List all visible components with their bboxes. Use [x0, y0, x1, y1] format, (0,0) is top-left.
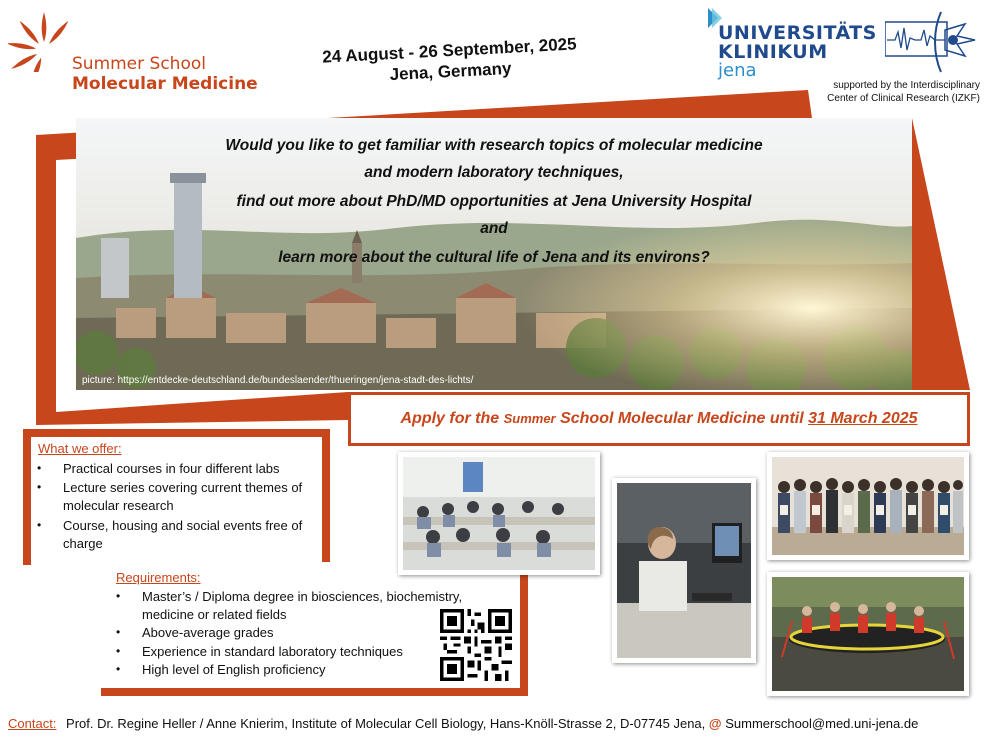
classroom-photo — [398, 452, 600, 575]
offer-item: • Practical courses in four different labs — [63, 460, 325, 478]
requirements-title: Requirements: — [116, 570, 201, 585]
picture-credit: picture: https://entdecke-deutschland.de/bundeslaender/thueringen/jena-stadt-des-lichts/ — [82, 375, 474, 386]
requirement-item: • Master’s / Diploma degree in biosciences, biochemistry, medicine or related fields — [142, 588, 487, 624]
requirement-item: • Above-average grades — [142, 624, 492, 642]
offer-item: • Course, housing and social events free of charge — [63, 517, 325, 553]
lab-photo — [612, 478, 756, 663]
offer-left-bar — [23, 437, 31, 565]
logo-text — [72, 54, 258, 95]
contact-label: Contact: — [8, 716, 57, 731]
qr-code-icon[interactable] — [440, 609, 512, 681]
email-at-icon: @ — [708, 716, 722, 731]
ukj-line-1: UNIVERSITÄTS — [718, 22, 877, 44]
rafting-photo — [767, 572, 969, 696]
support-note — [800, 80, 980, 105]
offer-title: What we offer: — [38, 441, 122, 456]
requirement-item: • High level of English proficiency — [142, 661, 492, 679]
contact-email-link[interactable]: Summerschool@med.uni-jena.de — [725, 716, 919, 731]
group-image — [772, 457, 964, 555]
ukj-logo — [718, 24, 877, 80]
hero-question — [76, 138, 912, 277]
group-photo — [767, 452, 969, 560]
support-line-2: Center of Clinical Research (IZKF) — [827, 92, 980, 104]
apply-text — [400, 410, 917, 428]
rafting-image — [772, 577, 964, 691]
hero-line-2: and modern laboratory techniques, — [364, 163, 624, 181]
location-line: Jena, Germany — [389, 59, 512, 85]
apply-summer: Summer — [503, 411, 556, 426]
lab-image — [617, 483, 751, 658]
offer-item: • Lecture series covering current themes of molecular research — [63, 479, 325, 515]
contact-line — [8, 716, 983, 731]
support-line-1: supported by the Interdisciplinary — [833, 80, 980, 91]
apply-middle: School Molecular Medicine until — [555, 410, 809, 427]
offer-list — [63, 460, 325, 554]
requirement-item: • Experience in standard laboratory techniques — [142, 643, 492, 661]
hero-line-5: learn more about the cultural life of Jena and its environs? — [278, 249, 710, 266]
hero-line-4: and — [480, 219, 508, 237]
ukj-line-3: jena — [718, 60, 757, 81]
classroom-image — [403, 457, 595, 570]
apply-deadline: 31 March 2025 — [808, 410, 918, 427]
hero-image — [76, 118, 912, 390]
sun-logo-icon — [8, 10, 70, 72]
dates-line: 24 August - 26 September, 2025 — [321, 34, 577, 67]
apply-banner — [348, 392, 970, 446]
hero-line-1: Would you like to get familiar with research topics of molecular medicine — [225, 137, 763, 154]
logo-line-1: Summer School — [72, 54, 206, 74]
red-banner-right — [912, 118, 970, 390]
apply-prefix: Apply for the — [400, 410, 504, 427]
logo-line-2: Molecular Medicine — [72, 74, 258, 95]
izkf-logo-icon — [885, 10, 977, 76]
ukj-line-2: KLINIKUM — [718, 41, 828, 63]
contact-address: Prof. Dr. Regine Heller / Anne Knierim, Institute of Molecular Cell Biology, Hans-Knöll-Strasse 2, D-07745 Jena, — [66, 716, 706, 731]
hero-line-3: find out more about PhD/MD opportunities at Jena University Hospital — [236, 193, 752, 210]
